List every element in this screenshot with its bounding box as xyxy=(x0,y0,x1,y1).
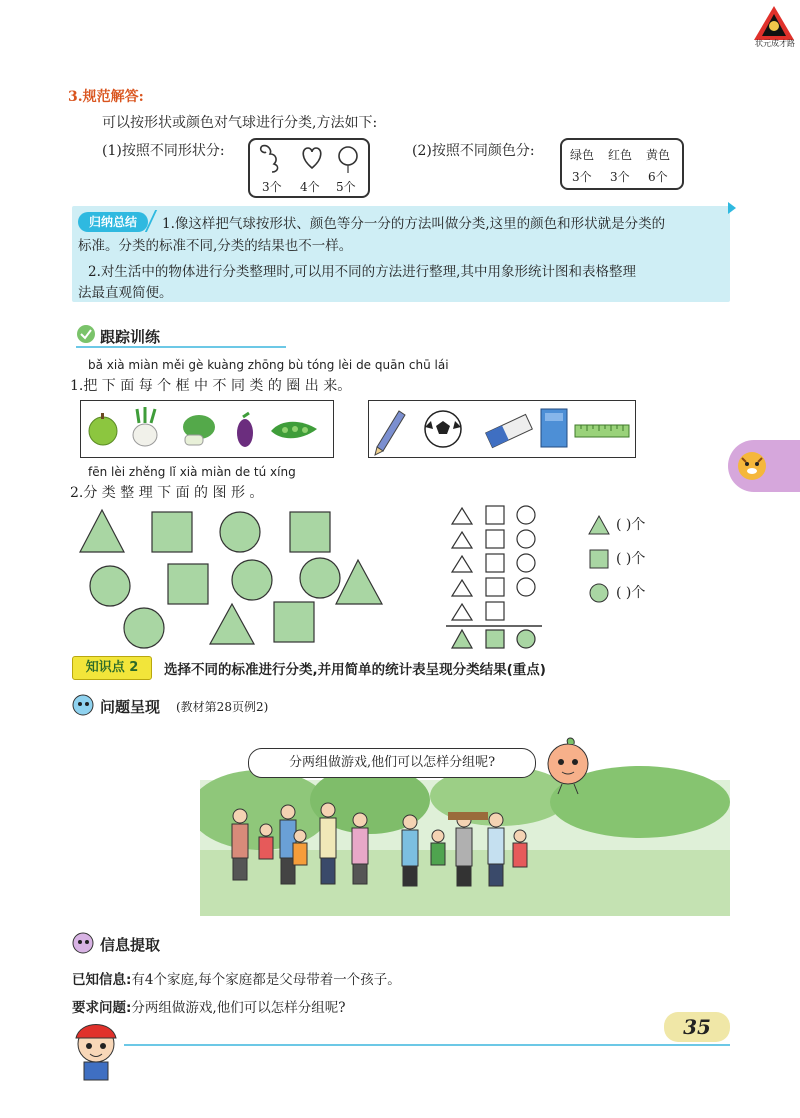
circle-shape xyxy=(232,560,272,600)
ask-question-label: 要求问题: xyxy=(72,1000,132,1016)
info-title: 信息提取 xyxy=(100,936,161,954)
known-info-label: 已知信息: xyxy=(72,972,132,988)
section-3-title: 3.规范解答: xyxy=(68,89,144,105)
problem-reference: (教材第28页例2) xyxy=(176,700,269,714)
color-count-green: 3个 xyxy=(572,170,592,184)
answer-triangle-icon xyxy=(588,514,610,536)
q2-text: 2.分 类 整 理 下 面 的 图 形 。 xyxy=(70,485,264,501)
knowledge-point-text: 选择不同的标准进行分类,并用简单的统计表呈现分类结果(重点) xyxy=(164,662,546,678)
circle-shape xyxy=(124,608,164,648)
summary-point-2-cont: 法最直观简便。 xyxy=(78,285,173,301)
tally-chart xyxy=(444,502,544,652)
section-3-intro: 可以按形状或颜色对气球进行分类,方法如下: xyxy=(102,115,378,131)
shape-classify-label: (1)按照不同形状分: xyxy=(102,143,225,159)
circle-shape xyxy=(90,566,130,606)
side-tab xyxy=(728,440,800,492)
info-icon xyxy=(72,932,98,954)
summary-point-2: 2.对生活中的物体进行分类整理时,可以用不同的方法进行整理,其中用象形统计图和表格整理 xyxy=(88,264,636,280)
color-classify-box xyxy=(560,138,684,190)
summary-point-1: 1.像这样把气球按形状、颜色等分一分的方法叫做分类,这里的颜色和形状就是分类的 xyxy=(162,216,666,232)
peach-mascot-icon xyxy=(540,734,596,796)
color-classify-label: (2)按照不同颜色分: xyxy=(412,143,535,159)
ask-question xyxy=(72,996,345,1016)
q2-pinyin: fēn lèi zhěng lǐ xià miàn de tú xíng xyxy=(88,465,296,479)
vegetables-illustration xyxy=(81,401,333,457)
square-shape xyxy=(152,512,192,552)
summary-arrow-icon xyxy=(728,202,736,214)
color-name-yellow: 黄色 xyxy=(646,148,671,162)
training-title: 跟踪训练 xyxy=(100,328,161,346)
color-count-yellow: 6个 xyxy=(648,170,668,184)
problem-icon xyxy=(72,694,98,716)
square-shape xyxy=(290,512,330,552)
mascot-boy-icon xyxy=(66,1016,126,1086)
triangle-shape xyxy=(336,560,382,604)
speech-bubble: 分两组做游戏,他们可以怎样分组呢? xyxy=(248,748,536,778)
scattered-shapes xyxy=(76,506,386,650)
summary-point-1-cont: 标准。分类的标准不同,分类的结果也不一样。 xyxy=(78,238,353,254)
triangle-shape xyxy=(80,510,124,552)
tiger-face-icon xyxy=(736,450,768,482)
square-shape xyxy=(274,602,314,642)
footer-line xyxy=(124,1044,730,1046)
triangle-shape xyxy=(210,604,254,644)
q1-text: 1.把 下 面 每 个 框 中 不 同 类 的 圈 出 来。 xyxy=(70,378,352,394)
knowledge-point-badge: 知识点 2 xyxy=(72,656,152,680)
answer-circle-count: ( )个 xyxy=(616,585,646,601)
answer-square-count: ( )个 xyxy=(616,551,646,567)
shape-count-round: 5个 xyxy=(336,180,356,194)
color-name-red: 红色 xyxy=(608,148,633,162)
answer-circle-icon xyxy=(588,582,610,604)
shape-count-heart: 4个 xyxy=(300,180,320,194)
color-name-green: 绿色 xyxy=(570,148,595,162)
ask-question-text: 分两组做游戏,他们可以怎样分组呢? xyxy=(131,1000,346,1016)
training-icon xyxy=(76,324,96,344)
shape-classify-box xyxy=(248,138,370,198)
problem-title: 问题呈现 xyxy=(100,698,161,716)
circle-shape xyxy=(220,512,260,552)
square-shape xyxy=(168,564,208,604)
stationery-illustration xyxy=(369,401,635,457)
color-count-red: 3个 xyxy=(610,170,630,184)
summary-panel xyxy=(72,206,730,302)
known-info-text: 有4个家庭,每个家庭都是父母带着一个孩子。 xyxy=(131,972,401,988)
known-info xyxy=(72,968,401,988)
training-underline xyxy=(76,346,286,348)
balloon-shapes-icon xyxy=(254,142,364,174)
page-number: 35 xyxy=(664,1012,730,1042)
answer-triangle-count: ( )个 xyxy=(616,517,646,533)
q1-pinyin: bǎ xià miàn měi gè kuàng zhōng bù tóng lèi de quān chū lái xyxy=(88,358,449,372)
shape-count-long: 3个 xyxy=(262,180,282,194)
summary-tag: 归纳总结 xyxy=(78,212,148,232)
stationery-frame xyxy=(368,400,636,458)
circle-shape xyxy=(300,558,340,598)
answer-square-icon xyxy=(588,548,610,570)
logo-text: 状元成才路 xyxy=(755,39,795,48)
vegetable-frame xyxy=(80,400,334,458)
